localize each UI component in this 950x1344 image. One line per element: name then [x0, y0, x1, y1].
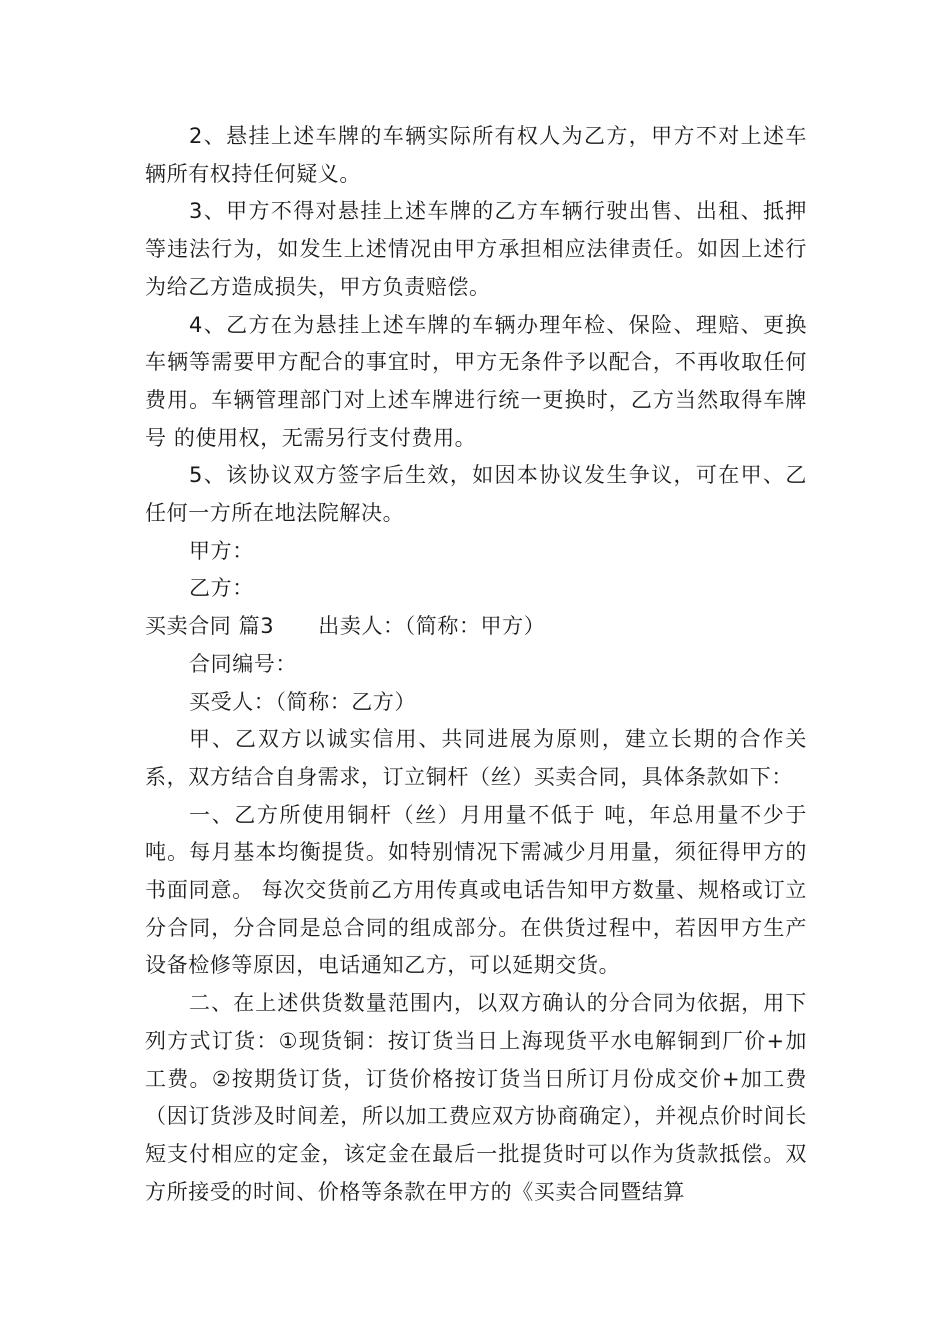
clause-3: 3、甲方不得对悬挂上述车牌的乙方车辆行驶出售、出租、抵押等违法行为，如发生上述情况由甲方承担相应法律责任。如因上述行为给乙方造成损失，甲方负责赔偿。 — [145, 199, 807, 299]
section-heading — [145, 608, 807, 646]
seller-line: 出卖人：（简称：甲方） — [318, 614, 546, 639]
party-b-signature: 乙方： — [189, 576, 254, 601]
intro-paragraph: 甲、乙双方以诚实信用、共同进展为原则，建立长期的合作关系，双方结合自身需求，订立铜杆（丝）买卖合同，具体条款如下： — [145, 727, 807, 789]
document-page — [145, 118, 807, 1211]
clause-5: 5、该协议双方签字后生效，如因本协议发生争议，可在甲、乙任何一方所在地法院解决。 — [145, 463, 807, 526]
clause-2: 2、悬挂上述车牌的车辆实际所有权人为乙方，甲方不对上述车辆所有权持任何疑义。 — [145, 124, 807, 186]
party-a-signature: 甲方： — [189, 538, 254, 563]
clause-4: 4、乙方在为悬挂上述车牌的车辆办理年检、保险、理赔、更换车辆等需要甲方配合的事宜时，甲方无条件予以配合，不再收取任何费用。车辆管理部门对上述车牌进行统一更换时，乙方当然取得车牌号 的使用权，无需另行支付费用。 — [145, 312, 807, 450]
article-2: 二、在上述供货数量范围内，以双方确认的分合同为依据，用下列方式订货：①现货铜：按订货当日上海现货平水电解铜到厂价+加工费。②按期货订货，订货价格按订货当日所订月份成交价+加工费（因订货涉及时间差，所以加工费应双方协商确定），并视点价时间长短支付相应的定金，该定金在最后一批提货时可以作为货款抵偿。双方所接受的时间、价格等条款在甲方的《买卖合同暨结算 — [145, 991, 807, 1204]
article-1: 一、乙方所使用铜杆（丝）月用量不低于 吨，年总用量不少于 吨。每月基本均衡提货。如特别情况下需减少月用量，须征得甲方的书面同意。 每次交货前乙方用传真或电话告知甲方数量、规格或订立分合同，分合同是总合同的组成部分。在供货过程中，若因甲方生产设备检修等原因，电话通知乙方，可以延期交货。 — [145, 802, 807, 978]
contract-number: 合同编号： — [189, 651, 297, 676]
buyer-line: 买受人：（简称：乙方） — [189, 689, 417, 714]
section-title: 买卖合同 篇3 — [145, 614, 275, 639]
